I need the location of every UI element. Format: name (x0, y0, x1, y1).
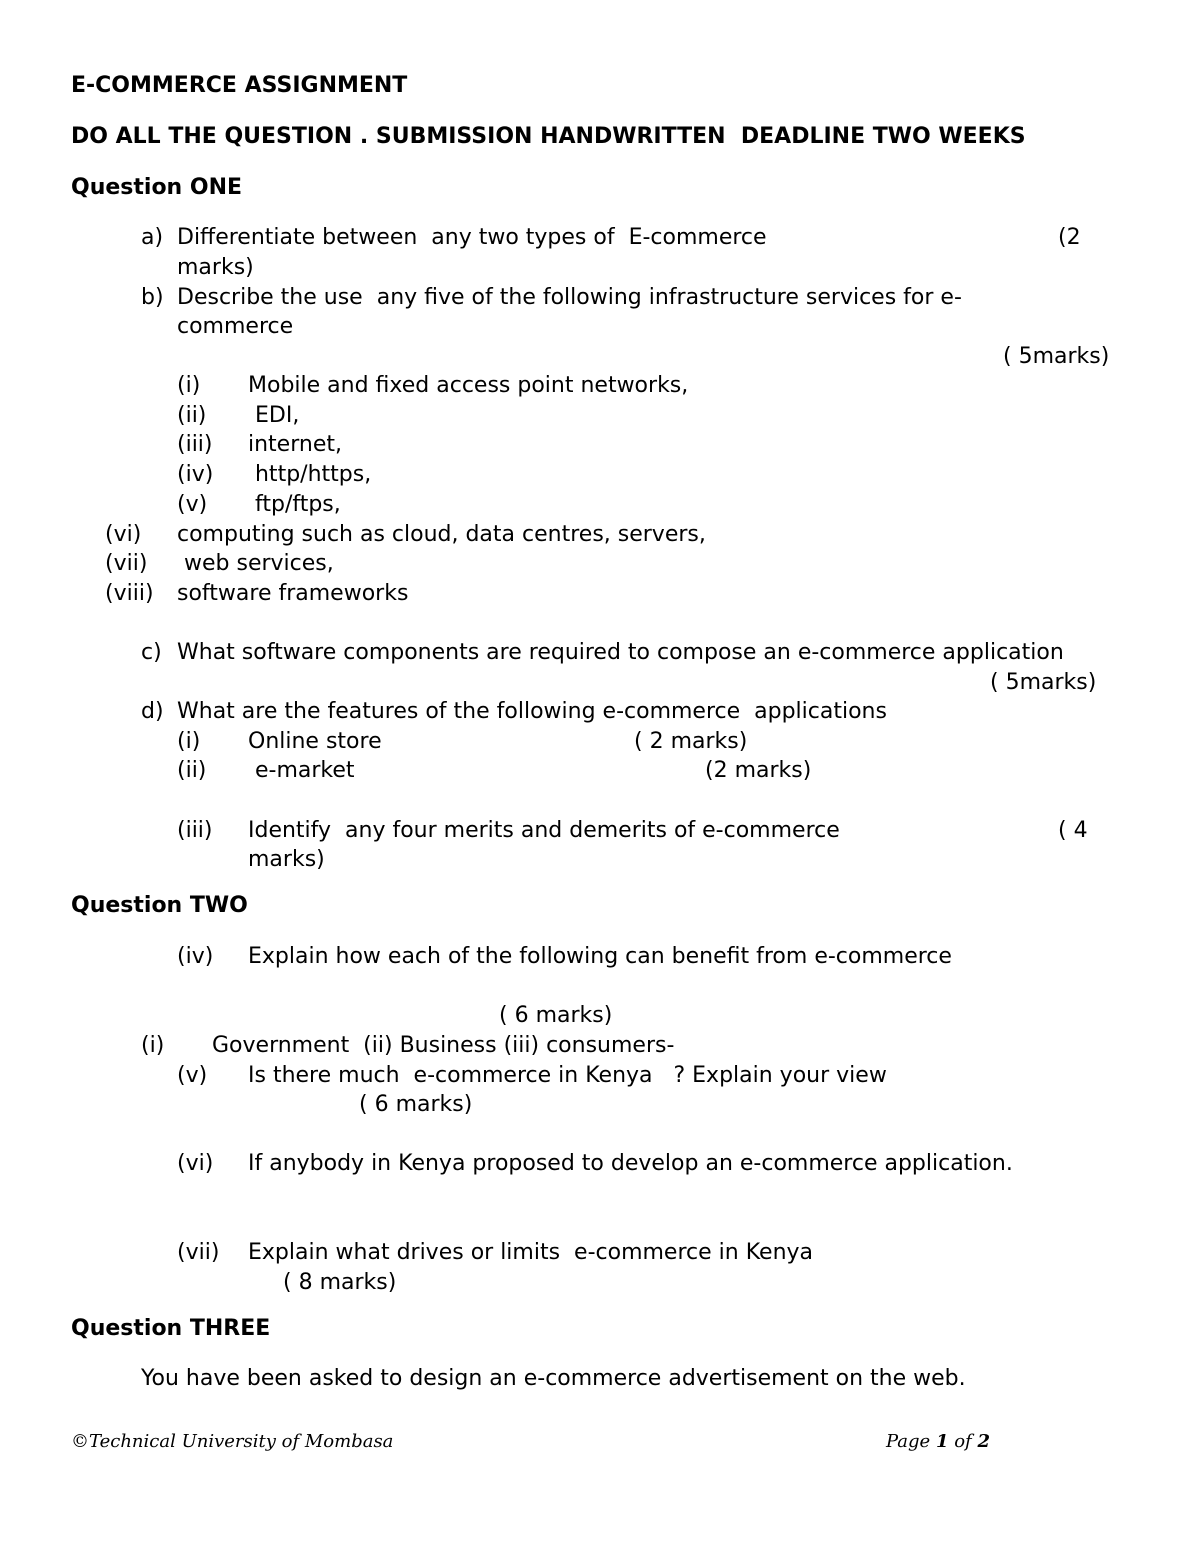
q1a-marks-cont: marks) (177, 255, 254, 280)
question-two-heading: Question TWO (71, 893, 248, 918)
q1d-i-marks: ( 2 marks) (634, 729, 748, 754)
q1d-iii-marks: ( 4 (1058, 818, 1088, 843)
q1b-marks: ( 5marks) (1003, 344, 1110, 369)
q2-vii-text: Explain what drives or limits e-commerce in Kenya (248, 1240, 814, 1265)
list-item: computing such as cloud, data centres, servers, (177, 522, 706, 547)
list-item-number: (viii) (105, 581, 154, 606)
q2-sub-number: (i) (141, 1033, 165, 1058)
page-total: 2 (977, 1431, 990, 1452)
q2-v-marks: ( 6 marks) (359, 1092, 473, 1117)
q1d-i-text: Online store (248, 729, 382, 754)
list-item: internet, (248, 432, 342, 457)
list-item: web services, (177, 551, 334, 576)
q1d-iii-number: (iii) (177, 818, 213, 843)
q2-iv-text: Explain how each of the following can benefit from e-commerce (248, 944, 952, 969)
q2-v-number: (v) (177, 1063, 208, 1088)
q2-sub-text: Government (ii) Business (iii) consumers- (212, 1033, 675, 1058)
q1b-text-cont: commerce (177, 314, 294, 339)
page-label: Page (886, 1431, 931, 1452)
list-item-number: (vii) (105, 551, 148, 576)
list-item: software frameworks (177, 581, 409, 606)
q2-vi-number: (vi) (177, 1151, 214, 1176)
q2-vii-number: (vii) (177, 1240, 220, 1265)
list-item: Mobile and fixed access point networks, (248, 373, 689, 398)
q2-iv-marks: ( 6 marks) (499, 1003, 613, 1028)
q1d-i-number: (i) (177, 729, 201, 754)
q2-v-text: Is there much e-commerce in Kenya ? Explain your view (248, 1063, 887, 1088)
q1d-iii-text: Identify any four merits and demerits of e-commerce (248, 818, 840, 843)
question-three-heading: Question THREE (71, 1316, 271, 1341)
document-title: E-COMMERCE ASSIGNMENT (71, 73, 408, 98)
q1a-text: Differentiate between any two types of E-commerce (177, 225, 767, 250)
list-item: EDI, (248, 403, 300, 428)
q2-vii-marks: ( 8 marks) (283, 1270, 397, 1295)
q1a-marks: (2 (1058, 225, 1081, 250)
list-item-number: (ii) (177, 403, 207, 428)
list-item-number: (iv) (177, 462, 214, 487)
instructions: DO ALL THE QUESTION . SUBMISSION HANDWRITTEN DEADLINE TWO WEEKS (71, 124, 1026, 149)
q2-iv-number: (iv) (177, 944, 214, 969)
list-item-number: (v) (177, 492, 208, 517)
list-item-number: (iii) (177, 432, 213, 457)
q1d-iii-marks-cont: marks) (248, 847, 325, 872)
q1d-label: d) (141, 699, 164, 724)
page-number (886, 1433, 990, 1451)
q1b-text: Describe the use any five of the following infrastructure services for e- (177, 285, 962, 310)
q1d-ii-number: (ii) (177, 758, 207, 783)
q1a-label: a) (141, 225, 164, 250)
page-current: 1 (935, 1431, 949, 1452)
q1d-ii-text: e-market (248, 758, 355, 783)
q2-vi-text: If anybody in Kenya proposed to develop an e-commerce application. (248, 1151, 1013, 1176)
q1c-text: What software components are required to compose an e-commerce application (177, 640, 1064, 665)
question-one-heading: Question ONE (71, 175, 243, 200)
q1d-ii-marks: (2 marks) (705, 758, 812, 783)
list-item: ftp/ftps, (248, 492, 341, 517)
q1d-text: What are the features of the following e-commerce applications (177, 699, 887, 724)
q1c-label: c) (141, 640, 162, 665)
page-of-label: of (954, 1431, 972, 1452)
list-item: http/https, (248, 462, 372, 487)
footer-copyright: ©Technical University of Mombasa (71, 1431, 394, 1452)
q1c-marks: ( 5marks) (990, 670, 1097, 695)
q1b-label: b) (141, 285, 164, 310)
q3-text: You have been asked to design an e-commerce advertisement on the web. (141, 1366, 966, 1391)
list-item-number: (i) (177, 373, 201, 398)
list-item-number: (vi) (105, 522, 142, 547)
